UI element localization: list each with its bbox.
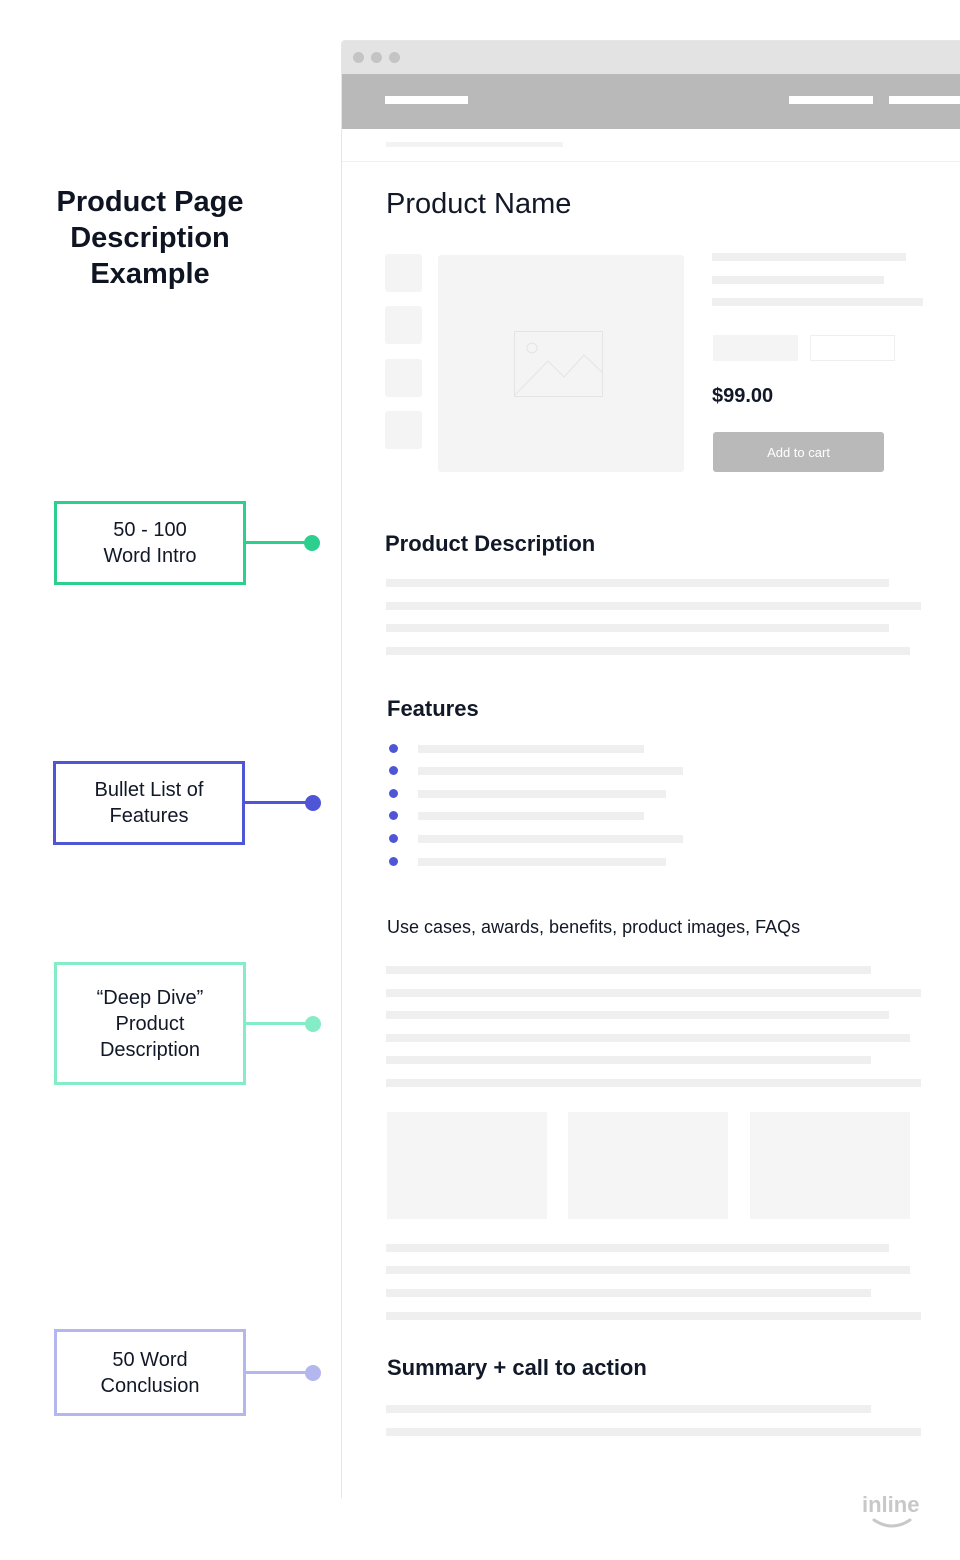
product-thumbnail xyxy=(385,411,422,449)
text-placeholder-line xyxy=(386,1056,871,1064)
nav-link-placeholder xyxy=(789,96,873,104)
window-dot-icon xyxy=(353,52,364,63)
features-heading: Features xyxy=(387,696,479,721)
product-thumbnail xyxy=(385,359,422,397)
text-placeholder-line xyxy=(386,1034,910,1042)
connector-bullet-list xyxy=(245,801,308,804)
variant-option[interactable] xyxy=(810,335,895,361)
site-navbar xyxy=(342,74,960,129)
callout-word-intro-line-1: 50 - 100 xyxy=(113,519,187,541)
product-price: $99.00 xyxy=(712,385,774,407)
callout-deep-dive-line-1: “Deep Dive” xyxy=(96,986,204,1009)
deep-dive-text: Use cases, awards, benefits, product images, FAQs xyxy=(387,917,801,937)
product-thumbnail xyxy=(385,306,422,344)
feature-placeholder-line xyxy=(418,835,683,843)
content-image-placeholder xyxy=(568,1112,728,1219)
callout-deep-dive-line-2: Product xyxy=(115,1012,185,1035)
text-placeholder-line xyxy=(386,1312,921,1320)
title-line-2: Description xyxy=(70,222,230,254)
callout-deep-dive-line-3: Description xyxy=(99,1038,201,1061)
diagram-title xyxy=(40,184,260,292)
product-thumbnail xyxy=(385,254,422,292)
logo-smile-icon xyxy=(872,1518,912,1528)
text-placeholder-line xyxy=(386,1244,889,1252)
feature-placeholder-line xyxy=(418,745,644,753)
connector-dot-word-intro xyxy=(304,535,320,551)
callout-conclusion-line-1: 50 Word xyxy=(112,1348,188,1371)
bullet-icon xyxy=(389,744,398,753)
text-placeholder-line xyxy=(386,1011,889,1019)
bullet-icon xyxy=(389,789,398,798)
breadcrumb-placeholder xyxy=(386,142,563,147)
window-dot-icon xyxy=(371,52,382,63)
feature-placeholder-line xyxy=(418,790,666,798)
connector-dot-conclusion xyxy=(305,1365,321,1381)
text-placeholder-line xyxy=(386,1405,871,1413)
logo-text: inline xyxy=(862,1492,920,1517)
text-placeholder-line xyxy=(386,1428,921,1436)
image-placeholder-icon xyxy=(514,331,604,397)
title-line-1: Product Page xyxy=(56,186,244,218)
info-placeholder-line xyxy=(712,298,923,306)
text-placeholder-line xyxy=(386,1266,910,1274)
product-main-image xyxy=(438,255,684,472)
connector-dot-bullet-list xyxy=(305,795,321,811)
feature-placeholder-line xyxy=(418,812,644,820)
callout-bullet-list-line-1: Bullet List of xyxy=(94,779,204,801)
header-divider xyxy=(342,161,960,162)
connector-deep-dive xyxy=(246,1022,308,1025)
variant-option[interactable] xyxy=(713,335,798,361)
feature-placeholder-line xyxy=(418,767,683,775)
bullet-icon xyxy=(389,811,398,820)
description-heading: Product Description xyxy=(385,531,596,556)
callout-deep-dive xyxy=(54,962,246,1085)
text-placeholder-line xyxy=(386,966,871,974)
text-placeholder-line xyxy=(386,1079,921,1087)
nav-logo-placeholder xyxy=(385,96,468,104)
callout-conclusion xyxy=(54,1329,246,1416)
browser-mockup xyxy=(341,40,960,1498)
bullet-icon xyxy=(389,834,398,843)
bullet-icon xyxy=(389,857,398,866)
text-placeholder-line xyxy=(386,602,921,610)
callout-word-intro xyxy=(54,501,246,585)
inline-logo xyxy=(862,1492,919,1518)
connector-dot-deep-dive xyxy=(305,1016,321,1032)
product-name: Product Name xyxy=(386,188,572,220)
text-placeholder-line xyxy=(386,579,889,587)
connector-conclusion xyxy=(246,1371,308,1374)
text-placeholder-line xyxy=(386,624,889,632)
text-placeholder-line xyxy=(386,1289,871,1297)
window-dot-icon xyxy=(389,52,400,63)
callout-word-intro-line-2: Word Intro xyxy=(103,545,197,567)
callout-bullet-list-line-2: Features xyxy=(109,805,189,827)
text-placeholder-line xyxy=(386,647,910,655)
title-line-3: Example xyxy=(90,258,210,290)
callout-conclusion-line-2: Conclusion xyxy=(100,1374,200,1397)
text-placeholder-line xyxy=(386,989,921,997)
info-placeholder-line xyxy=(712,253,906,261)
summary-heading: Summary + call to action xyxy=(387,1355,647,1380)
callout-bullet-list xyxy=(53,761,245,845)
browser-titlebar xyxy=(342,41,960,74)
content-image-placeholder xyxy=(750,1112,910,1219)
nav-link-placeholder xyxy=(889,96,960,104)
add-to-cart-button[interactable]: Add to cart xyxy=(713,432,884,472)
bullet-icon xyxy=(389,766,398,775)
info-placeholder-line xyxy=(712,276,884,284)
feature-placeholder-line xyxy=(418,858,666,866)
content-image-placeholder xyxy=(387,1112,547,1219)
connector-word-intro xyxy=(246,541,308,544)
